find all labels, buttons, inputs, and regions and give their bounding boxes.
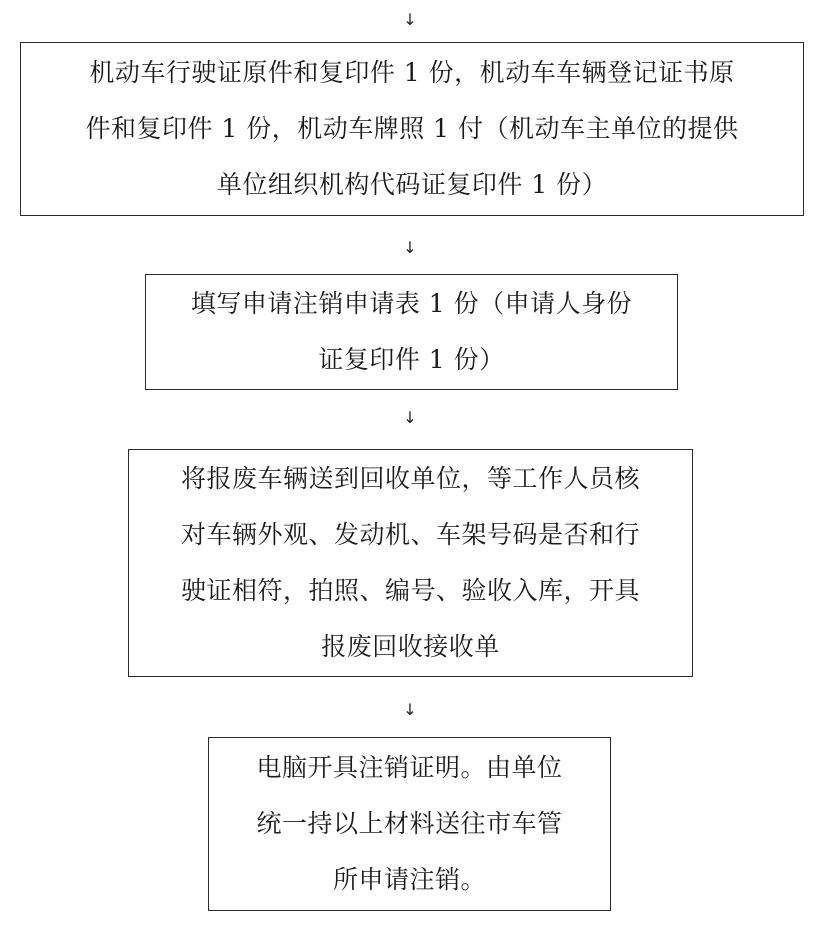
step-3-line-2: 对车辆外观、发动机、车架号码是否和行 xyxy=(180,520,640,549)
flow-step-3-box xyxy=(128,449,693,677)
flow-step-4-box xyxy=(208,737,611,911)
flow-arrow-1: ↓ xyxy=(403,10,417,29)
step-1-line-1: 机动车行驶证原件和复印件 1 份，机动车车辆登记证书原 xyxy=(89,58,735,87)
flow-step-1-box xyxy=(20,42,804,216)
step-3-line-4: 报废回收接收单 xyxy=(321,632,500,661)
step-4-line-2: 统一持以上材料送往市车管 xyxy=(256,809,563,838)
step-4-line-3: 所申请注销。 xyxy=(332,865,486,894)
step-3-line-1: 将报废车辆送到回收单位，等工作人员核 xyxy=(180,464,640,493)
step-3-line-3: 驶证相符，拍照、编号、验收入库，开具 xyxy=(180,576,640,605)
step-2-line-2: 证复印件 1 份） xyxy=(318,345,505,374)
flow-step-2-box xyxy=(145,274,678,390)
flow-arrow-2: ↓ xyxy=(403,238,417,257)
step-2-line-1: 填写申请注销申请表 1 份（申请人身份 xyxy=(190,289,633,318)
flow-arrow-3: ↓ xyxy=(403,408,417,427)
flow-arrow-4: ↓ xyxy=(403,700,417,719)
step-1-line-2: 件和复印件 1 份，机动车牌照 1 付（机动车主单位的提供 xyxy=(85,114,739,143)
step-4-line-1: 电脑开具注销证明。由单位 xyxy=(256,753,563,782)
step-1-line-3: 单位组织机构代码证复印件 1 份） xyxy=(216,170,608,199)
